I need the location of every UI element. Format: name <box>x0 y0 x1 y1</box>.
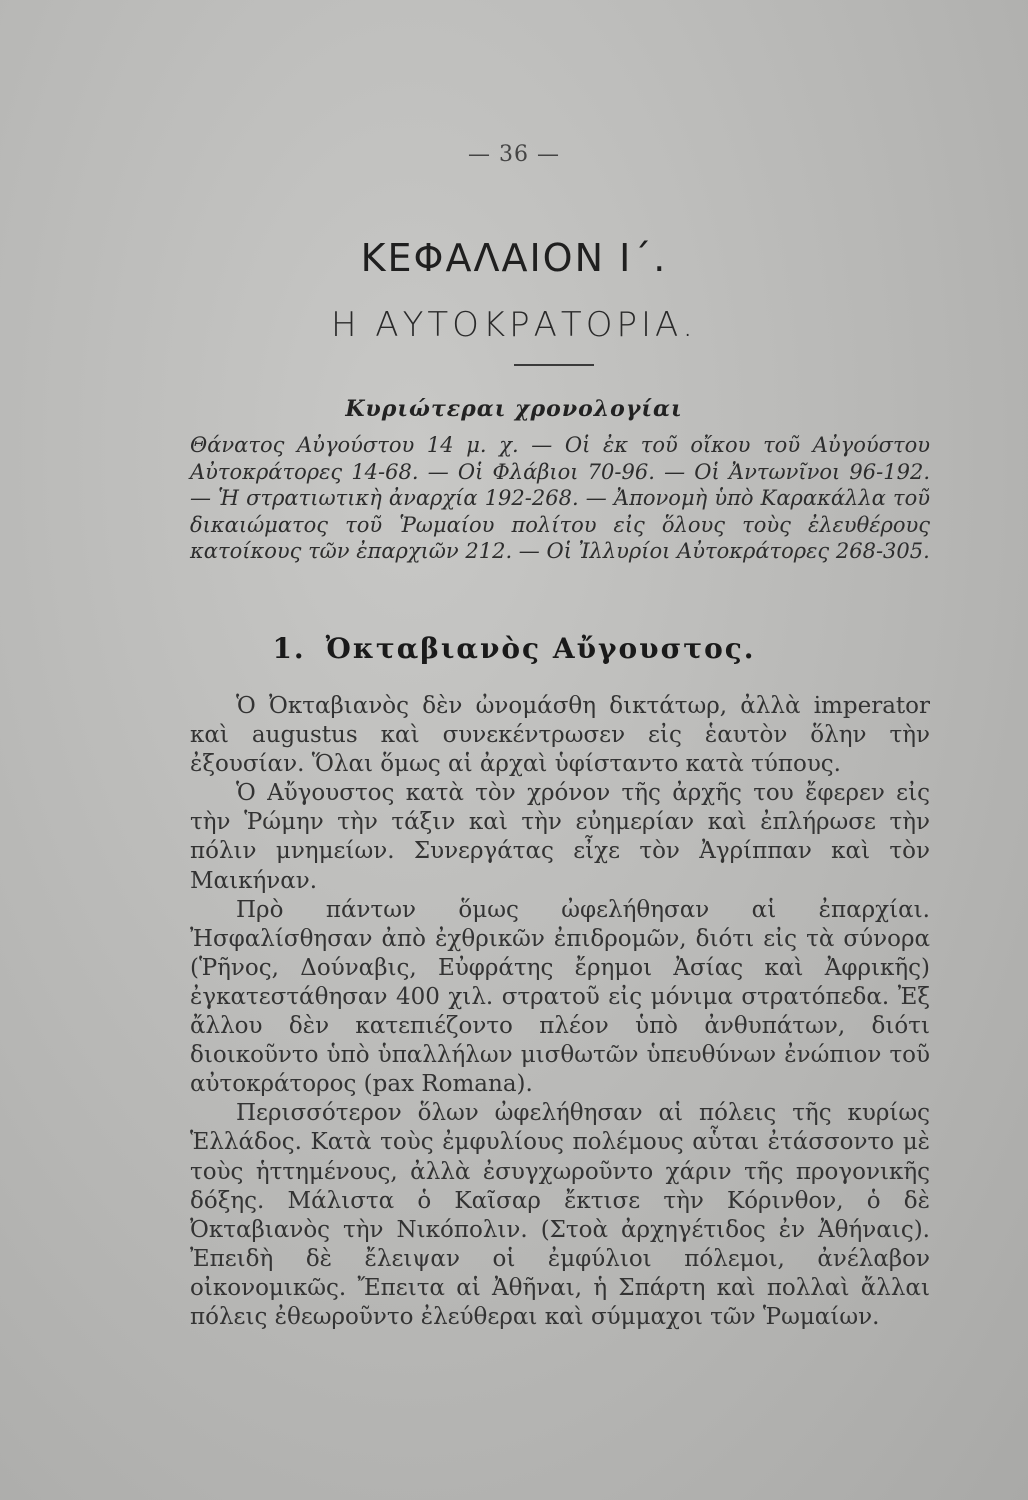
page-number: — 36 — <box>468 142 560 167</box>
chronology-heading: Κυριώτεραι χρονολογίαι <box>345 396 683 422</box>
paragraph: Ὁ Ὀκταβιανὸς δὲν ὠνομάσθη δικτάτωρ, ἀλλὰ imperator καὶ augustus καὶ συνεκέντρωσεν εἰς ἑαυτὸν ὅλην τὴν ἐξουσίαν. Ὅλαι ὅμως αἱ ἀρχαὶ ὑφίσταντο κατὰ τύπους. <box>190 693 930 778</box>
chapter-heading: ΚΕΦΑΛΑΙΟΝ Ι΄. <box>360 236 668 280</box>
chapter-title: Η ΑΥΤΟΚΡΑΤΟΡΙΑ. <box>330 305 698 345</box>
paragraph: Περισσότερον ὅλων ὠφελήθησαν αἱ πόλεις τῆς κυρίως Ἑλλάδος. Κατὰ τοὺς ἐμφυλίους πολέμους αὗται ἐτάσσοντο μὲ τοὺς ἡττημένους, ἀλλὰ ἐσυγχωροῦντο χάριν τῆς προγονικῆς δόξης. Μάλιστα ὁ Καῖσαρ ἔκτισε τὴν Κόρινθον, ὁ δὲ Ὀκταβιανὸς τὴν Νικόπολιν. (Στοὰ ἀρχηγέτιδος ἐν Ἀθήναις). Ἐπειδὴ δὲ ἔλειψαν οἱ ἐμφύλιοι πόλεμοι, ἀνέλαβον οἰκονομικῶς. Ἔπειτα αἱ Ἀθῆναι, ἡ Σπάρτη καὶ πολλαὶ ἄλλαι πόλεις ἐθεωροῦντο ἐλεύθεραι καὶ σύμμαχοι τῶν Ῥωμαίων. <box>190 1100 930 1330</box>
chronology-text: Θάνατος Αὐγούστου 14 μ. χ. — Οἱ ἐκ τοῦ οἴκου τοῦ Αὐγούστου Αὐτοκράτορες 14-68. — Οἱ Φλάβιοι 70-96. — Οἱ Ἀντωνῖνοι 96-192. — Ἡ στρατιωτικὴ ἀναρχία 192-268. — Ἀπονομὴ ὑπὸ Καρακάλλα τοῦ δικαιώματος τοῦ Ῥωμαίου πολίτου εἰς ὅλους τοὺς ἐλευθέρους κατοίκους τῶν ἐπαρχιῶν 212. — Οἱ Ἰλλυρίοι Αὐτοκράτορες 268-305. <box>190 433 930 563</box>
paragraph: Ὁ Αὔγουστος κατὰ τὸν χρόνον τῆς ἀρχῆς του ἔφερεν εἰς τὴν Ῥώμην τὴν τάξιν καὶ τὴν εὐημερίαν καὶ ἐπλήρωσε τὴν πόλιν μνημείων. Συνεργάτας εἶχε τὸν Ἀγρίππαν καὶ τὸν Μαικήναν. <box>190 780 930 894</box>
section-heading <box>0 632 1028 665</box>
divider-rule <box>514 364 594 366</box>
body-text <box>190 692 930 1332</box>
section-number: 1. <box>272 632 306 665</box>
paragraph: Πρὸ πάντων ὅμως ὠφελήθησαν αἱ ἐπαρχίαι. Ἠσφαλίσθησαν ἀπὸ ἐχθρικῶν ἐπιδρομῶν, διότι εἰς τὰ σύνορα (Ῥῆνος, Δούναβις, Εὐφράτης ἔρημοι Ἀσίας καὶ Ἀφρικῆς) ἐγκατεστάθησαν 400 χιλ. στρατοῦ εἰς μόνιμα στρατόπεδα. Ἐξ ἄλλου δὲν κατεπιέζοντο πλέον ὑπὸ ἀνθυπάτων, διότι διοικοῦντο ὑπὸ ὑπαλλήλων μισθωτῶν ὑπευθύνων ἐνώπιον τοῦ αὐτοκράτορος (pax Romana). <box>190 896 930 1098</box>
section-title: Ὀκταβιανὸς Αὔγουστος. <box>325 632 756 665</box>
